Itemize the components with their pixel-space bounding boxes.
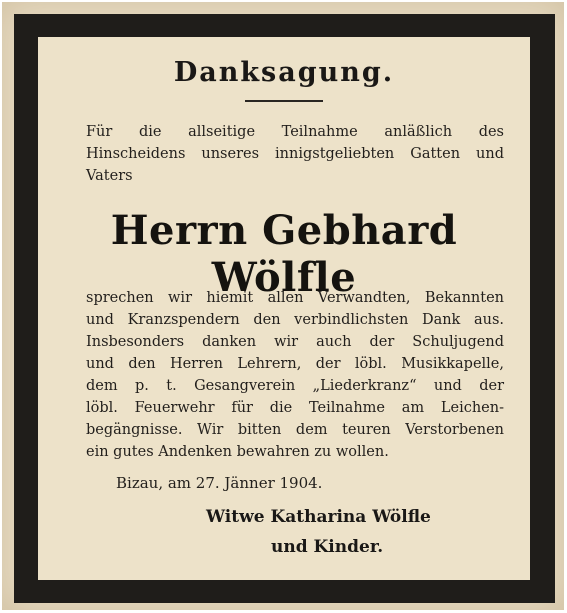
border-left [14,14,38,603]
body-line: ein gutes Andenken bewahren zu wollen. [86,444,389,460]
intro-line: Hinscheidens unseres innigstgeliebten Gatten und [86,146,504,162]
notice-title: Danksagung. [173,57,395,88]
intro-line: Für die allseitige Teilnahme anläßlich des [86,124,504,140]
body-line: sprechen wir hiemit allen Verwandten, Bekannten [86,290,504,306]
border-top [14,14,555,37]
newspaper-clipping [2,2,564,610]
border-right [530,14,555,603]
intro-line: Vaters [86,168,133,184]
body-line: Insbesonders danken wir auch der Schuljugend [86,334,504,350]
place-date: Bizau, am 27. Jänner 1904. [116,474,323,492]
body-line: dem p. t. Gesangverein „Liederkranz“ und der [86,378,504,394]
intro-paragraph [86,121,504,187]
title-rule [245,100,323,102]
body-line: begängnisse. Wir bitten dem teuren Verstorbenen [86,422,504,438]
deceased-name: Herrn Gebhard Wölfle [110,207,458,301]
body-line: und den Herren Lehrern, der löbl. Musikkapelle, [86,356,504,372]
notice-panel [38,37,530,580]
border-bottom [14,580,555,603]
body-line: und Kranzspendern den verbindlichsten Dank aus. [86,312,504,328]
signature-line-2: und Kinder. [271,537,384,557]
body-line: löbl. Feuerwehr für die Teilnahme am Leichen- [86,400,504,416]
signature-line-1: Witwe Katharina Wölfle [206,507,431,527]
body-paragraph [86,287,504,463]
